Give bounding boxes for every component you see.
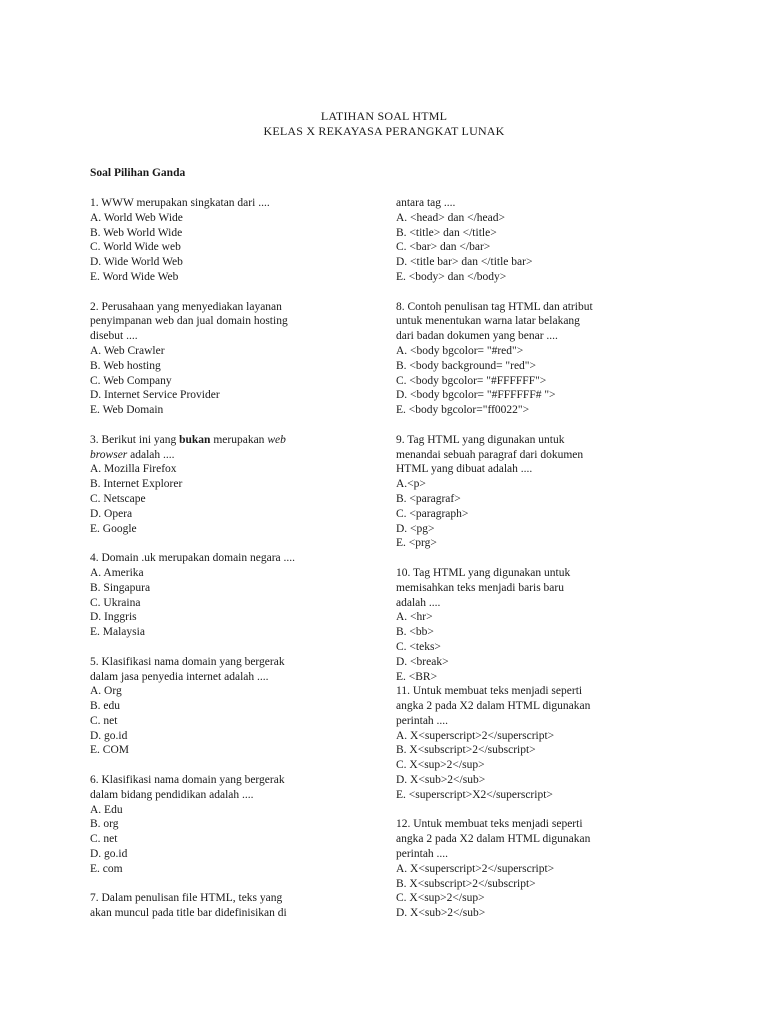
answer-option: D. X<sub>2</sub> [396, 907, 486, 920]
answer-option: B. <title> dan </title> [396, 226, 497, 239]
question-text-segment: merupakan [210, 433, 268, 446]
answer-option: D. <break> [396, 655, 449, 668]
answer-option: B. <paragraf> [396, 492, 461, 505]
question-text: penyimpanan web dan jual domain hosting [90, 315, 288, 328]
question-text: disebut .... [90, 330, 138, 343]
question-text: 4. Domain .uk merupakan domain negara .... [90, 552, 296, 565]
answer-option: C. X<sup>2</sup> [396, 759, 485, 772]
question-block [90, 433, 330, 537]
document-subtitle: KELAS X REKAYASA PERANGKAT LUNAK [263, 124, 505, 138]
answer-option: A. <hr> [396, 611, 433, 624]
answer-option: C. Web Company [90, 374, 172, 387]
answer-option: E. <body bgcolor="ff0022"> [396, 404, 530, 417]
question-text: 12. Untuk membuat teks menjadi seperti [396, 818, 583, 831]
answer-option: E. COM [90, 744, 129, 757]
answer-option: B. Internet Explorer [90, 478, 183, 491]
answer-option: A. X<superscript>2</superscript> [396, 862, 555, 875]
answer-option: E. <BR> [396, 670, 438, 683]
answer-option: A. <head> dan </head> [396, 211, 505, 224]
answer-option: B. <bb> [396, 626, 434, 639]
answer-option: A.<p> [396, 478, 426, 491]
section-heading: Soal Pilihan Ganda [90, 167, 186, 179]
answer-option: D. Wide World Web [90, 256, 183, 269]
question-text: memisahkan teks menjadi baris baru [396, 581, 564, 594]
answer-option: E. Google [90, 522, 137, 535]
question-text: dari badan dokumen yang benar .... [396, 330, 558, 343]
question-emphasis: bukan [179, 433, 211, 446]
answer-option: C. <body bgcolor= "#FFFFFF"> [396, 374, 547, 387]
answer-option: D. <title bar> dan </title bar> [396, 256, 533, 269]
question-text-segment: 3. Berikut ini yang [90, 433, 180, 446]
question-text: 1. WWW merupakan singkatan dari .... [90, 197, 270, 209]
answer-option: D. Inggris [90, 611, 137, 624]
question-text: 6. Klasifikasi nama domain yang bergerak [90, 774, 285, 787]
question-text: 5. Klasifikasi nama domain yang bergerak [90, 655, 285, 668]
answer-option: D. Internet Service Provider [90, 389, 220, 402]
answer-option: B. Web World Wide [90, 226, 183, 239]
question-text: 11. Untuk membuat teks menjadi seperti [396, 685, 583, 698]
answer-option: E. Word Wide Web [90, 270, 179, 283]
question-block [90, 196, 330, 285]
answer-option: C. <bar> dan </bar> [396, 241, 491, 254]
answer-option: B. <body background= "red"> [396, 359, 536, 372]
answer-option: A. Edu [90, 803, 123, 816]
answer-option: E. <prg> [396, 537, 437, 550]
answer-option: A. Web Crawler [90, 344, 165, 357]
answer-option: B. edu [90, 700, 121, 713]
question-block [396, 566, 632, 684]
answer-option: C. <teks> [396, 640, 441, 653]
answer-option: B. Singapura [90, 581, 151, 594]
question-text: angka 2 pada X2 dalam HTML digunakan [396, 833, 591, 846]
question-text: 9. Tag HTML yang digunakan untuk [396, 433, 565, 446]
answer-option: C. net [90, 833, 118, 846]
answer-option: C. Netscape [90, 492, 146, 505]
question-block [396, 300, 632, 418]
right-column [396, 196, 632, 936]
question-text [90, 433, 330, 448]
question-text: untuk menentukan warna latar belakang [396, 315, 580, 328]
question-block [90, 773, 330, 877]
answer-option: D. go.id [90, 729, 128, 742]
answer-option: C. Ukraina [90, 596, 141, 609]
left-column [90, 196, 330, 936]
question-italic: web [267, 433, 286, 446]
answer-option: D. go.id [90, 848, 128, 861]
question-text: angka 2 pada X2 dalam HTML digunakan [396, 700, 591, 713]
question-text: 2. Perusahaan yang menyediakan layanan [90, 300, 282, 313]
question-block [90, 551, 330, 640]
answer-option: E. com [90, 862, 123, 875]
question-block [90, 655, 330, 759]
answer-option: C. <paragraph> [396, 507, 469, 520]
question-text: dalam bidang pendidikan adalah .... [90, 788, 254, 801]
answer-option: E. Malaysia [90, 626, 145, 639]
question-text: 8. Contoh penulisan tag HTML dan atribut [396, 300, 593, 313]
question-block [396, 433, 632, 551]
answer-option: D. X<sub>2</sub> [396, 774, 486, 787]
answer-option: B. X<subscript>2</subscript> [396, 744, 536, 757]
question-italic: browser [90, 448, 128, 461]
question-text: dalam jasa penyedia internet adalah .... [90, 670, 269, 683]
answer-option: D. <pg> [396, 522, 435, 535]
answer-option: B. Web hosting [90, 359, 161, 372]
answer-option: A. X<superscript>2</superscript> [396, 729, 555, 742]
question-block [396, 196, 632, 285]
question-block [90, 891, 330, 921]
answer-option: A. <body bgcolor= "#red"> [396, 344, 524, 357]
answer-option: A. Org [90, 685, 122, 698]
document-title: LATIHAN SOAL HTML [320, 109, 448, 123]
answer-option: E. <body> dan </body> [396, 270, 507, 283]
question-text: perintah .... [396, 848, 449, 861]
answer-option: D. <body bgcolor= "#FFFFFF# "> [396, 389, 556, 402]
answer-option: B. X<subscript>2</subscript> [396, 877, 536, 890]
question-text-segment: adalah .... [127, 448, 175, 461]
question-text: perintah .... [396, 714, 449, 727]
answer-option: D. Opera [90, 507, 133, 520]
question-block [396, 684, 632, 802]
answer-option: A. Mozilla Firefox [90, 463, 177, 476]
question-text: antara tag .... [396, 197, 456, 209]
answer-option: B. org [90, 818, 119, 831]
question-text: 10. Tag HTML yang digunakan untuk [396, 566, 571, 579]
question-block [90, 300, 330, 418]
answer-option: A. Amerika [90, 566, 144, 579]
question-text: 7. Dalam penulisan file HTML, teks yang [90, 892, 283, 905]
question-text [90, 448, 330, 463]
question-text: HTML yang dibuat adalah .... [396, 463, 533, 476]
answer-option: C. net [90, 714, 118, 727]
question-text: menandai sebuah paragraf dari dokumen [396, 448, 584, 461]
answer-option: A. World Web Wide [90, 211, 183, 224]
question-text: adalah .... [396, 596, 441, 609]
answer-option: E. <superscript>X2</superscript> [396, 788, 553, 801]
question-text: akan muncul pada title bar didefinisikan di [90, 907, 287, 920]
question-block [396, 817, 632, 921]
answer-option: C. World Wide web [90, 241, 181, 254]
answer-option: C. X<sup>2</sup> [396, 892, 485, 905]
answer-option: E. Web Domain [90, 404, 164, 417]
